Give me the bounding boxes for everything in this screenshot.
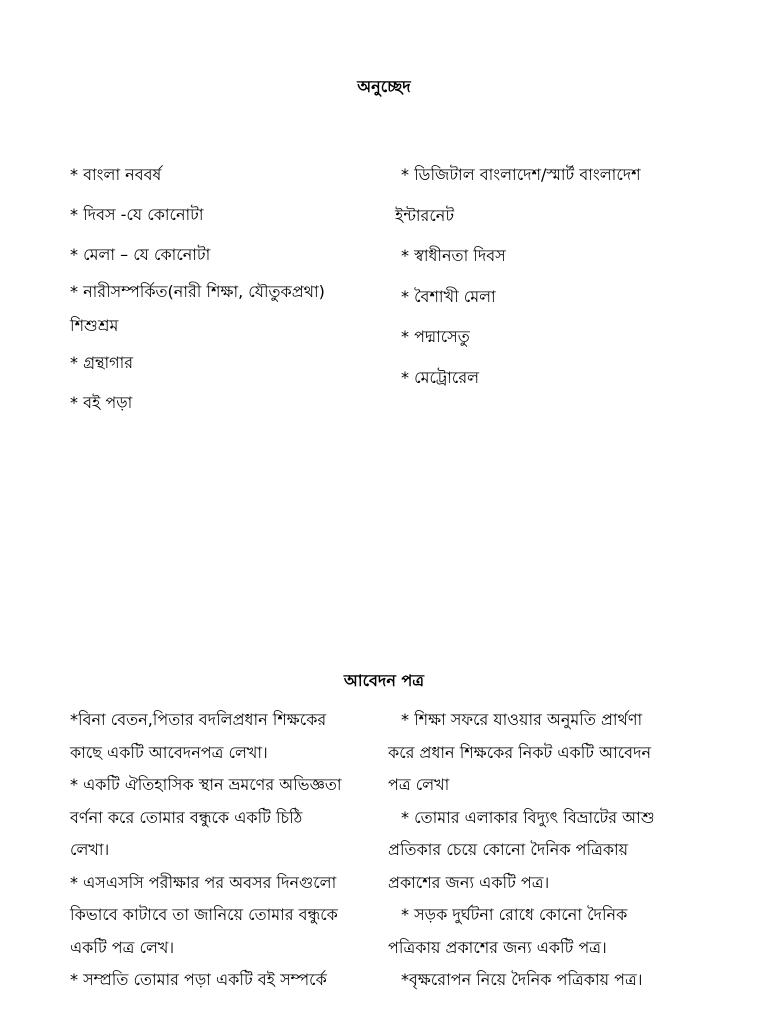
paragraph-topics-right-column [395,155,731,398]
list-item: * নারীসম্পর্কিত(নারী শিক্ষা, যৌতুকপ্রথা) [70,282,325,301]
list-item: * ডিজিটাল বাংলাদেশ/স্মার্ট বাংলাদেশ [401,165,641,184]
list-item-line: করে প্রধান শিক্ষকের নিকট একটি আবেদন [388,742,652,762]
list-item-continuation: শিশুশ্রম [70,316,119,335]
list-item [401,964,731,997]
list-item-line: প্রকাশের জন্য একটি পত্র। [388,872,550,892]
list-item-line: কিভাবে কাটাবে তা জানিয়ে তোমার বন্ধুকে [70,905,338,924]
list-item: * গ্রন্থাগার [70,353,134,372]
list-item-continuation: ইন্টারনেট [395,205,455,225]
list-item-line: * একটি ঐতিহাসিক স্থান ভ্রমণের অভিজ্ঞতা [70,775,342,794]
paragraph-topics-left-column [70,155,390,423]
list-item: * বাংলা নববর্ষ [70,165,162,184]
list-item: * বৈশাখী মেলা [401,286,496,306]
list-item: * মেলা – যে কোনোটা [70,245,211,264]
list-item [388,899,731,964]
list-item-line: * তোমার এলাকার বিদ্যুৎ বিভ্রাটের আশু [401,807,655,827]
list-item-line: লেখা। [70,840,110,859]
list-item-line: *বিনা বেতন,পিতার বদলিপ্রধান শিক্ষকের [70,710,327,729]
list-item [70,704,380,769]
list-item-line: *বৃক্ষরোপন নিয়ে দৈনিক পত্রিকায় পত্র। [401,970,643,989]
section-title-application-letter: আবেদন পত্র [343,671,425,690]
list-item: * পদ্মাসেতু [401,327,470,346]
section-title-paragraph: অনুচ্ছেদ [357,77,411,96]
list-item-line: প্রতিকার চেয়ে কোনো দৈনিক পত্রিকায় [388,840,629,859]
list-item-line: পত্র লেখা [388,775,450,794]
list-item [70,964,380,997]
list-item: * স্বাধীনতা দিবস [401,246,506,265]
list-item-line: পত্রিকায় প্রকাশের জন্য একটি পত্র। [388,937,607,957]
list-item-line: বর্ণনা করে তোমার বন্ধুকে একটি চিঠি [70,807,303,827]
list-item-line: কাছে একটি আবেদনপত্র লেখা। [70,742,268,762]
list-item-line: একটি পত্র লেখ। [70,937,175,957]
list-item [70,769,380,867]
list-item [388,802,731,900]
list-item-line: * এসএসসি পরীক্ষার পর অবসর দিনগুলো [70,872,337,892]
letter-topics-right-column [388,704,731,997]
list-item-line: * শিক্ষা সফরে যাওয়ার অনুমতি প্রার্থণা [401,710,643,729]
list-item [388,704,731,802]
list-item: * মেট্রোরেল [401,367,480,387]
list-item: * দিবস -যে কোনোটা [70,205,204,224]
list-item [70,867,380,965]
list-item: * বই পড়া [70,393,133,412]
letter-topics-left-column [70,704,380,997]
list-item-line: * সড়ক দুর্ঘটনা রোধে কোনো দৈনিক [401,905,628,924]
list-item-line: * সম্প্রতি তোমার পড়া একটি বই সম্পর্কে [70,970,327,989]
